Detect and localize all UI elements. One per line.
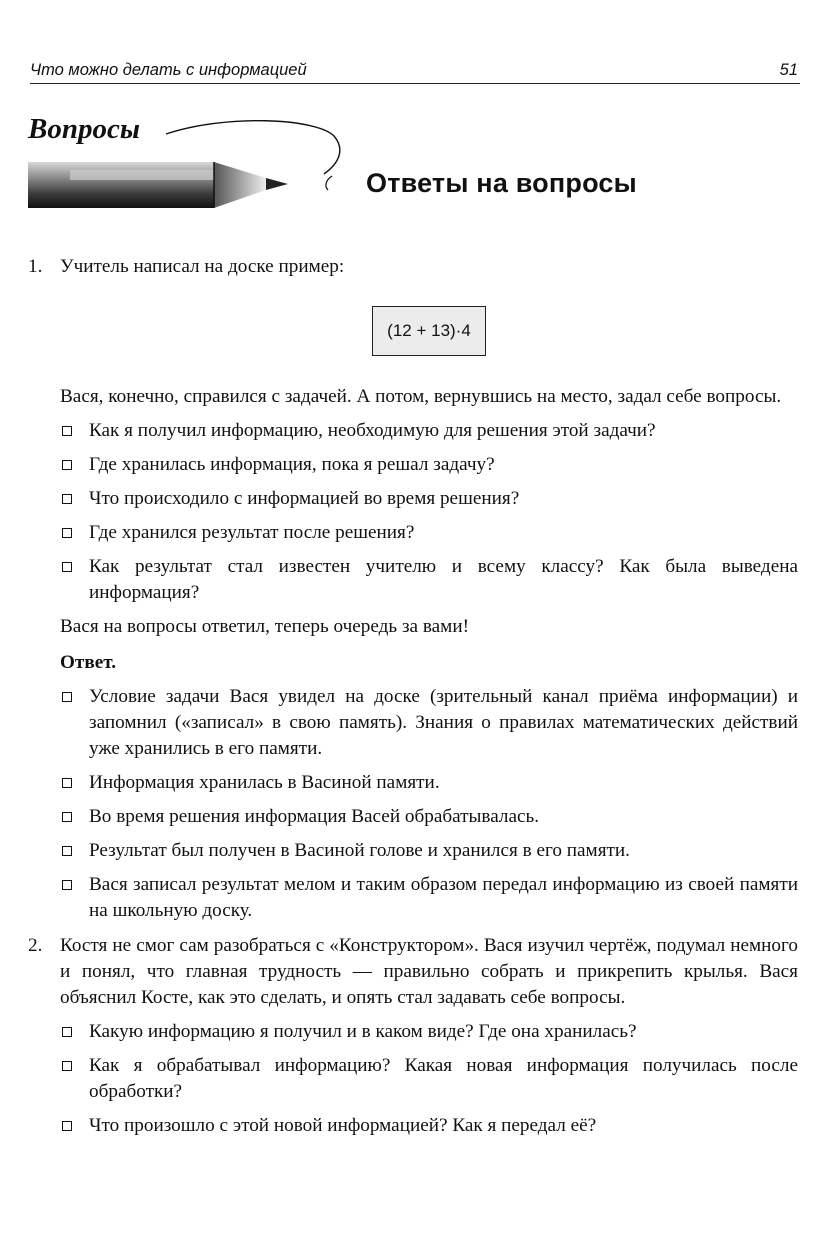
checkbox-bullet-icon — [62, 812, 72, 822]
checkbox-bullet-icon — [62, 426, 72, 436]
question-paragraph: Вася, конечно, справился с задачей. А потом, вернувшись на место, задал себе вопросы. — [60, 386, 782, 407]
pencil-banner-graphic — [26, 110, 366, 220]
checkbox-bullet-icon — [62, 1061, 72, 1071]
checkbox-bullet-icon — [62, 494, 72, 504]
checkbox-bullet-icon — [62, 528, 72, 538]
checkbox-bullet-icon — [62, 460, 72, 470]
bullet-item — [60, 486, 798, 512]
running-header — [30, 59, 800, 84]
banner-label: Вопросы — [28, 113, 140, 145]
question-bullet-list — [60, 1019, 798, 1139]
answer-text: Во время решения информация Васей обрабатывалась. — [89, 806, 540, 827]
answer-text: Информация хранилась в Васиной памяти. — [89, 772, 440, 793]
running-header-title: Что можно делать с информацией — [30, 61, 307, 79]
checkbox-bullet-icon — [62, 562, 72, 572]
answer-item — [60, 684, 798, 762]
answer-text: Результат был получен в Васиной голове и хранился в его памяти. — [89, 840, 630, 861]
answer-text: Вася записал результат мелом и таким образом передал информацию из своей памяти на школьную доску. — [89, 874, 798, 921]
bullet-item — [60, 520, 798, 546]
bullet-text: Какую информацию я получил и в каком виде? Где она хранилась? — [89, 1021, 637, 1042]
formula-container — [60, 306, 798, 356]
bullet-item — [60, 1053, 798, 1105]
checkbox-bullet-icon — [62, 846, 72, 856]
page-number: 51 — [779, 61, 798, 79]
checkbox-bullet-icon — [62, 880, 72, 890]
page-content — [28, 254, 798, 1139]
checkbox-bullet-icon — [62, 1027, 72, 1037]
answer-item — [60, 804, 798, 830]
checkbox-bullet-icon — [62, 692, 72, 702]
bullet-text: Как я обрабатывал информацию? Какая новая информация получилась после обработки? — [89, 1055, 798, 1102]
question-paragraph: Костя не смог сам разобраться с «Конструктором». Вася изучил чертёж, подумал немного и понял, что главная трудность — правильно собрать и прикрепить крылья. Вася объяснил Косте, как это сделать, и опять стал задавать себе вопросы. — [60, 935, 798, 1008]
bullet-text: Что происходило с информацией во время решения? — [89, 488, 520, 509]
question-closing: Вася на вопросы ответил, теперь очередь за вами! — [60, 616, 469, 637]
bullet-text: Где хранился результат после решения? — [89, 522, 415, 543]
bullet-text: Как результат стал известен учителю и всему классу? Как была выведена информация? — [89, 556, 798, 603]
questions-banner — [26, 110, 366, 220]
question-number: 1. — [28, 256, 43, 277]
bullet-item — [60, 1113, 798, 1139]
answer-item — [60, 770, 798, 796]
answer-bullet-list — [60, 684, 798, 924]
answer-item — [60, 872, 798, 924]
bullet-item — [60, 1019, 798, 1045]
pencil-icon — [28, 162, 288, 208]
answer-text: Условие задачи Вася увидел на доске (зрительный канал приёма информации) и запомнил («записал» в свою память). Знания о правилах математических действий уже хранились в его памяти. — [89, 686, 798, 759]
checkbox-bullet-icon — [62, 1121, 72, 1131]
question-number: 2. — [28, 935, 43, 956]
question-bullet-list — [60, 418, 798, 606]
question-intro: Учитель написал на доске пример: — [60, 256, 345, 277]
bullet-item — [60, 452, 798, 478]
bullet-item — [60, 418, 798, 444]
section-title: Ответы на вопросы — [366, 168, 637, 198]
question-1 — [28, 254, 798, 924]
checkbox-bullet-icon — [62, 778, 72, 788]
bullet-text: Где хранилась информация, пока я решал задачу? — [89, 454, 495, 475]
bullet-text: Как я получил информацию, необходимую для решения этой задачи? — [89, 420, 656, 441]
bullet-text: Что произошло с этой новой информацией? Как я передал её? — [89, 1115, 597, 1136]
answer-label: Ответ. — [60, 652, 117, 673]
bullet-item — [60, 554, 798, 606]
formula-box: (12 + 13)·4 — [372, 306, 486, 356]
question-2 — [28, 933, 798, 1139]
answer-item — [60, 838, 798, 864]
